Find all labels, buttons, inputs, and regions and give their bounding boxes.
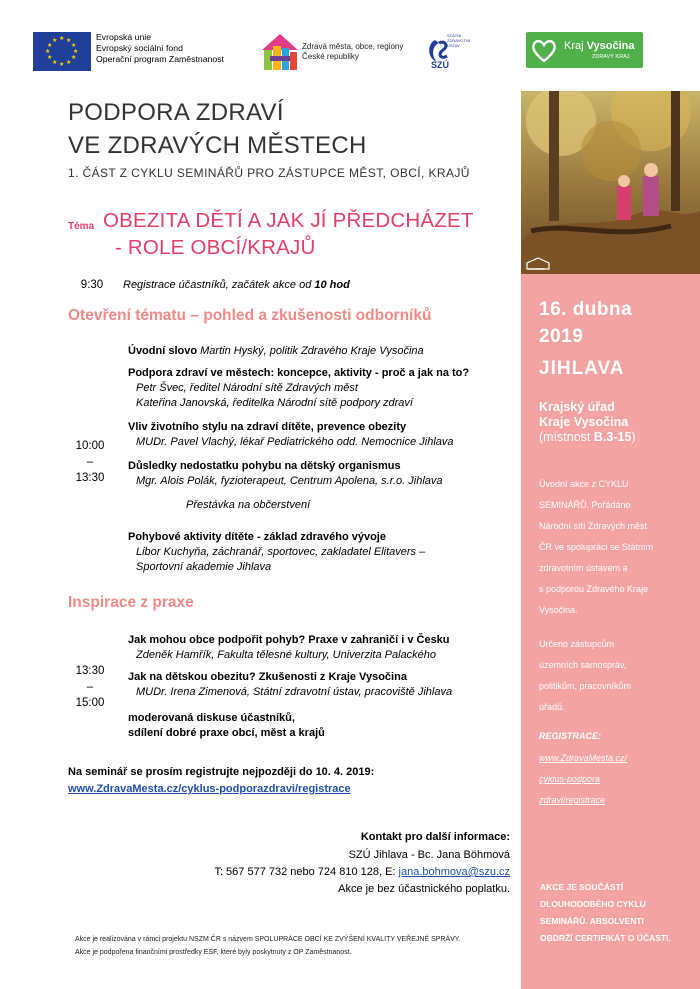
time-from: 13:30 bbox=[75, 665, 105, 677]
desc-line: ČR ve spolupráci se Státním bbox=[539, 542, 654, 552]
room-code: B.3-15 bbox=[593, 430, 632, 444]
certificate-line: SEMINÁŘŮ. ABSOLVENTI bbox=[540, 916, 644, 926]
desc-line: Národní sítí Zdravých měst bbox=[539, 521, 648, 531]
time-from: 10:00 bbox=[75, 440, 105, 452]
registration-time: 9:30 bbox=[80, 279, 104, 291]
program-item bbox=[128, 420, 454, 450]
event-description bbox=[539, 474, 691, 621]
item-speaker: Mgr. Alois Polák, fyzioterapeut, Centrum Apolena, s.r.o. Jihlava bbox=[136, 475, 443, 487]
page-title bbox=[68, 96, 367, 162]
program-item bbox=[128, 633, 450, 663]
item-title: Důsledky nedostatku pohybu na dětský organismus bbox=[128, 460, 401, 472]
contact-phone: T: 567 577 732 nebo 724 810 128, E: bbox=[214, 866, 399, 878]
kraj-logo-sub: ZDRAVÝ KRAJ bbox=[592, 54, 630, 60]
registration-deadline: Na seminář se prosím registrujte nejpozději do 10. 4. 2019: bbox=[68, 766, 375, 778]
event-city: JIHLAVA bbox=[539, 358, 625, 379]
venue-line: Krajský úřad bbox=[539, 400, 615, 414]
sidebar-registration-link[interactable]: zdravi/registrace bbox=[539, 795, 606, 805]
contact-person: SZÚ Jihlava - Bc. Jana Böhmová bbox=[348, 849, 510, 861]
item-title: Pohybové aktivity dítěte - základ zdravého vývoje bbox=[128, 531, 386, 543]
program-item bbox=[128, 530, 425, 575]
event-venue bbox=[539, 400, 628, 430]
item-speaker: Sportovní akademie Jihlava bbox=[136, 561, 272, 573]
event-room bbox=[539, 430, 636, 444]
title-line: VE ZDRAVÝCH MĚSTECH bbox=[68, 132, 367, 159]
registration-info bbox=[123, 279, 350, 291]
section-heading: Otevření tématu – pohled a zkušenosti odborníků bbox=[68, 307, 432, 324]
item-title: moderovaná diskuse účastníků, bbox=[128, 712, 295, 724]
item-title: Úvodní slovo bbox=[128, 345, 198, 357]
footer-note: Akce je realizována v rámci projektu NSZM ČR s názvem SPOLUPRÁCE OBCÍ KE ZVÝŠENÍ KVALITY VEŘEJNÉ SPRÁVY. bbox=[75, 936, 461, 943]
zm-text-line: Zdravá města, obce, regiony bbox=[302, 42, 404, 51]
tema-label: Téma bbox=[68, 221, 95, 232]
desc-line: Vysočina. bbox=[539, 605, 578, 615]
program-item bbox=[128, 670, 452, 700]
target-line: úřadů. bbox=[539, 702, 565, 712]
item-title: Jak mohou obce podpořit pohyb? Praxe v zahraničí i v Česku bbox=[128, 634, 450, 646]
tema-line: - ROLE OBCÍ/KRAJŮ bbox=[115, 236, 316, 259]
certificate-note bbox=[540, 879, 690, 947]
title-line: PODPORA ZDRAVÍ bbox=[68, 99, 284, 126]
program-item bbox=[128, 711, 325, 741]
event-date-line: 2019 bbox=[539, 326, 584, 347]
kraj-logo-name bbox=[564, 40, 635, 52]
footer-note: Akce je podpořena finančními prostředky ESF, které byly poskytnuty z OP Zaměstnanost. bbox=[75, 949, 352, 956]
desc-line: s podporou Zdravého Kraje bbox=[539, 584, 649, 594]
event-date-line: 16. dubna bbox=[539, 299, 633, 320]
eu-text-line: Evropská unie bbox=[96, 32, 152, 42]
time-dash: – bbox=[86, 681, 94, 693]
item-speaker: Kateřina Janovská, ředitelka Národní sítě podpory zdraví bbox=[136, 397, 413, 409]
item-speaker: MUDr. Irena Zimenová, Státní zdravotní ústav, pracoviště Jihlava bbox=[136, 686, 453, 698]
item-speaker: Libor Kuchyňa, záchranář, sportovec, zakladatel Elitavers – bbox=[136, 546, 426, 558]
zdrava-mesta-text bbox=[302, 42, 403, 62]
sidebar-registration-link[interactable]: www.ZdravaMesta.cz/ bbox=[539, 753, 628, 763]
desc-line: SEMINÁŘŮ. Pořádáno bbox=[539, 500, 631, 510]
registration-link[interactable]: www.ZdravaMesta.cz/cyklus-podporazdravi/registrace bbox=[68, 783, 351, 795]
zm-text-line: České republiky bbox=[302, 52, 359, 61]
eu-text-line: Operační program Zaměstnanost bbox=[96, 54, 224, 64]
contact-email-link[interactable]: jana.bohmova@szu.cz bbox=[398, 866, 510, 878]
item-speaker: Martin Hyský, politik Zdravého Kraje Vysočina bbox=[197, 345, 424, 357]
room-prefix: (místnost bbox=[539, 430, 594, 444]
forest-photo bbox=[521, 91, 700, 274]
target-line: politikům, pracovníkům bbox=[539, 681, 632, 691]
szu-logo-label: SZÚ bbox=[431, 60, 449, 70]
certificate-line: OBDRŽÍ CERTIFIKÁT O ÚČASTI. bbox=[540, 933, 671, 943]
item-title: Jak na dětskou obezitu? Zkušenosti z Kraje Vysočina bbox=[128, 671, 407, 683]
registration-text: Registrace účastníků, začátek akce od bbox=[123, 279, 315, 291]
time-to: 15:00 bbox=[75, 697, 105, 709]
contact-details bbox=[214, 866, 510, 878]
photo-badge-label: KONVERZE bbox=[528, 267, 545, 271]
szu-small-line: ÚSTAV bbox=[447, 43, 460, 48]
kraj-prefix: Kraj bbox=[564, 40, 584, 52]
photo-badge-icon bbox=[525, 257, 551, 271]
tema-line: OBEZITA DĚTÍ A JAK JÍ PŘEDCHÁZET bbox=[103, 209, 474, 232]
program-item bbox=[128, 366, 469, 411]
desc-line: Úvodní akce z CYKLU bbox=[539, 479, 629, 489]
venue-line: Kraje Vysočina bbox=[539, 415, 629, 429]
registration-heading: REGISTRACE: bbox=[539, 731, 602, 741]
tema-title bbox=[103, 207, 474, 261]
kraj-name: Vysočina bbox=[586, 40, 635, 52]
target-line: územních samospráv, bbox=[539, 660, 627, 670]
szu-small-text bbox=[447, 33, 470, 48]
section2-time bbox=[68, 663, 112, 711]
item-speaker: Petr Švec, ředitel Národní sítě Zdravých měst bbox=[136, 382, 358, 394]
desc-line: zdravotním ústavem a bbox=[539, 563, 628, 573]
kraj-vysocina-logo bbox=[526, 32, 643, 68]
eu-text-line: Evropský sociální fond bbox=[96, 43, 183, 53]
item-title: sdílení dobré praxe obcí, měst a krajů bbox=[128, 727, 325, 739]
item-speaker: MUDr. Pavel Vlachý, lékař Pediatrického odd. Nemocnice Jihlava bbox=[136, 436, 454, 448]
section1-time bbox=[68, 438, 112, 486]
contact-heading: Kontakt pro další informace: bbox=[360, 831, 510, 843]
program-item bbox=[128, 344, 424, 359]
item-title: Podpora zdraví ve městech: koncepce, aktivity - proč a jak na to? bbox=[128, 367, 470, 379]
fee-note: Akce je bez účastnického poplatku. bbox=[338, 883, 510, 895]
target-line: Určeno zástupcům bbox=[539, 639, 615, 649]
certificate-line: DLOUHODOBÉHO CYKLU bbox=[540, 899, 646, 909]
break-note: Přestávka na občerstvení bbox=[186, 499, 311, 511]
eu-logo-text bbox=[96, 32, 224, 65]
item-speaker: Zdeněk Hamřík, Fakulta tělesné kultury, Univerzita Palackého bbox=[136, 649, 436, 661]
item-title: Vliv životního stylu na zdraví dítěte, prevence obezity bbox=[128, 421, 407, 433]
time-to: 13:30 bbox=[75, 472, 105, 484]
szu-small-line: STÁTNÍ bbox=[447, 33, 462, 38]
target-audience bbox=[539, 634, 691, 718]
eu-flag-logo: ★ ★ ★ ★ ★ ★ ★ ★ ★ ★ ★ ★ bbox=[33, 32, 91, 71]
event-date bbox=[539, 296, 632, 350]
certificate-line: AKCE JE SOUČÁSTÍ bbox=[540, 882, 624, 892]
time-dash: – bbox=[86, 456, 94, 468]
program-item bbox=[128, 459, 443, 489]
szu-small-line: ZDRAVOTNÍ bbox=[447, 38, 470, 43]
room-suffix: ) bbox=[631, 430, 636, 444]
heart-icon bbox=[530, 36, 558, 64]
start-time: 10 hod bbox=[314, 279, 350, 291]
zdrava-mesta-logo bbox=[260, 30, 300, 74]
section-heading: Inspirace z praxe bbox=[68, 594, 194, 611]
page-subtitle: 1. ČÁST Z CYKLU SEMINÁŘŮ PRO ZÁSTUPCE MĚST, OBCÍ, KRAJŮ bbox=[68, 166, 470, 180]
sidebar-registration-link[interactable]: cyklus-podpora bbox=[539, 774, 601, 784]
